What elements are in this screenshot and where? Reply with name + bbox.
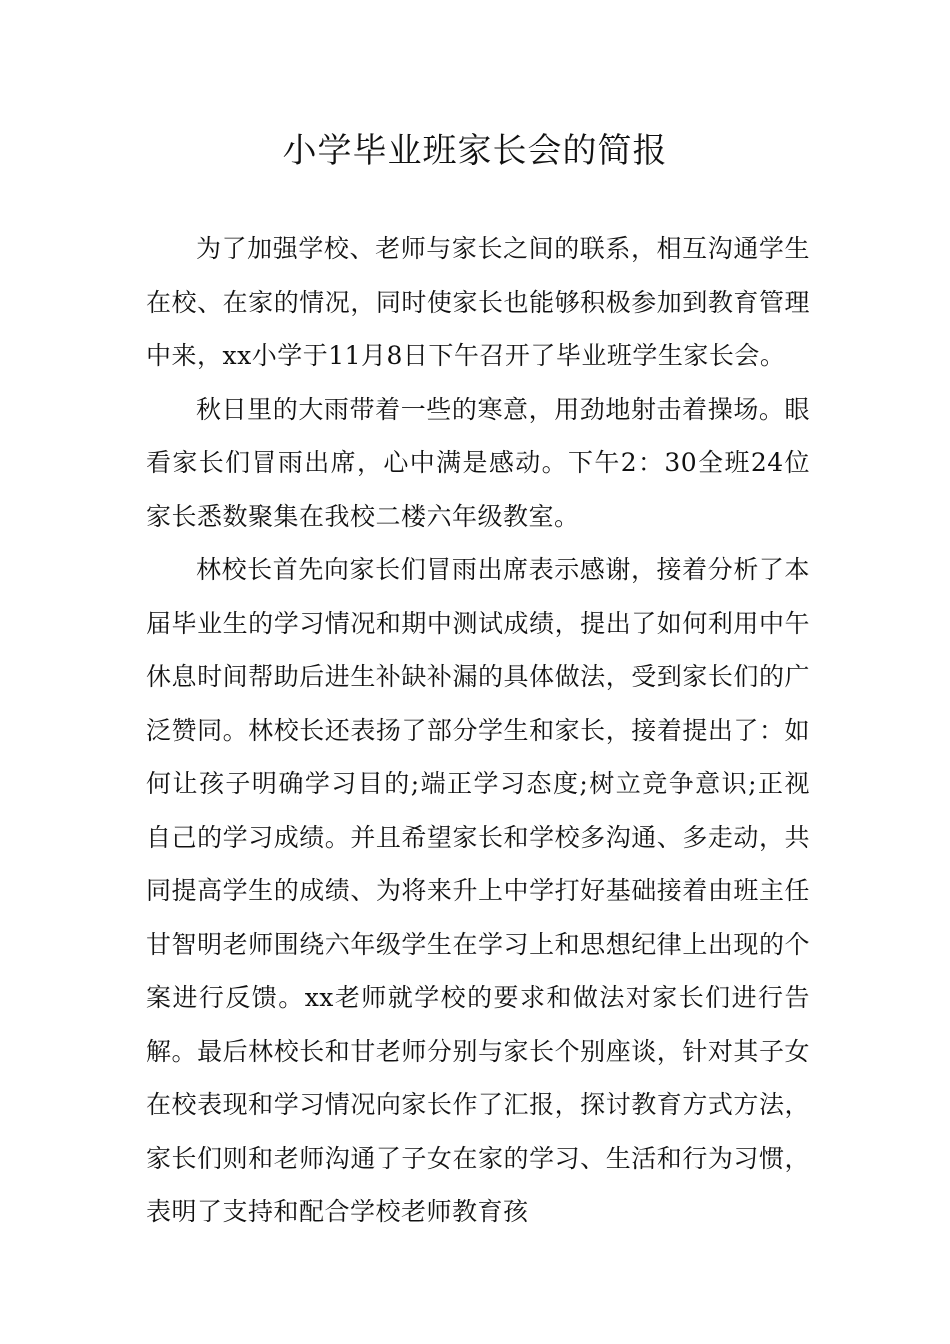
- paragraph-1: 为了加强学校、老师与家长之间的联系，相互沟通学生在校、在家的情况，同时使家长也能够积极参加到教育管理中来，xx小学于11月8日下午召开了毕业班学生家长会。: [146, 234, 810, 370]
- document-title: 小学毕业班家长会的简报: [282, 131, 668, 171]
- paragraph-3: 林校长首先向家长们冒雨出席表示感谢，接着分析了本届毕业生的学习情况和期中测试成绩，提出了如何利用中午休息时间帮助后进生补缺补漏的具体做法，受到家长们的广泛赞同。林校长还表扬了部分学生和家长，接着提出了：如何让孩子明确学习目的;端正学习态度;树立竞争意识;正视自己的学习成绩。并且希望家长和学校多沟通、多走动，共同提高学生的成绩、为将来升上中学打好基础接着由班主任甘智明老师围绕六年级学生在学习上和思想纪律上出现的个案进行反馈。xx老师就学校的要求和做法对家长们进行告解。最后林校长和甘老师分别与家长个别座谈，针对其子女在校表现和学习情况向家长作了汇报，探讨教育方式方法，家长们则和老师沟通了子女在家的学习、生活和行为习惯，表明了支持和配合学校老师教育孩: [146, 555, 810, 1226]
- document-body: [146, 222, 810, 1239]
- paragraph-2: 秋日里的大雨带着一些的寒意，用劲地射击着操场。眼看家长们冒雨出席，心中满是感动。下午2：30全班24位家长悉数聚集在我校二楼六年级教室。: [146, 394, 810, 531]
